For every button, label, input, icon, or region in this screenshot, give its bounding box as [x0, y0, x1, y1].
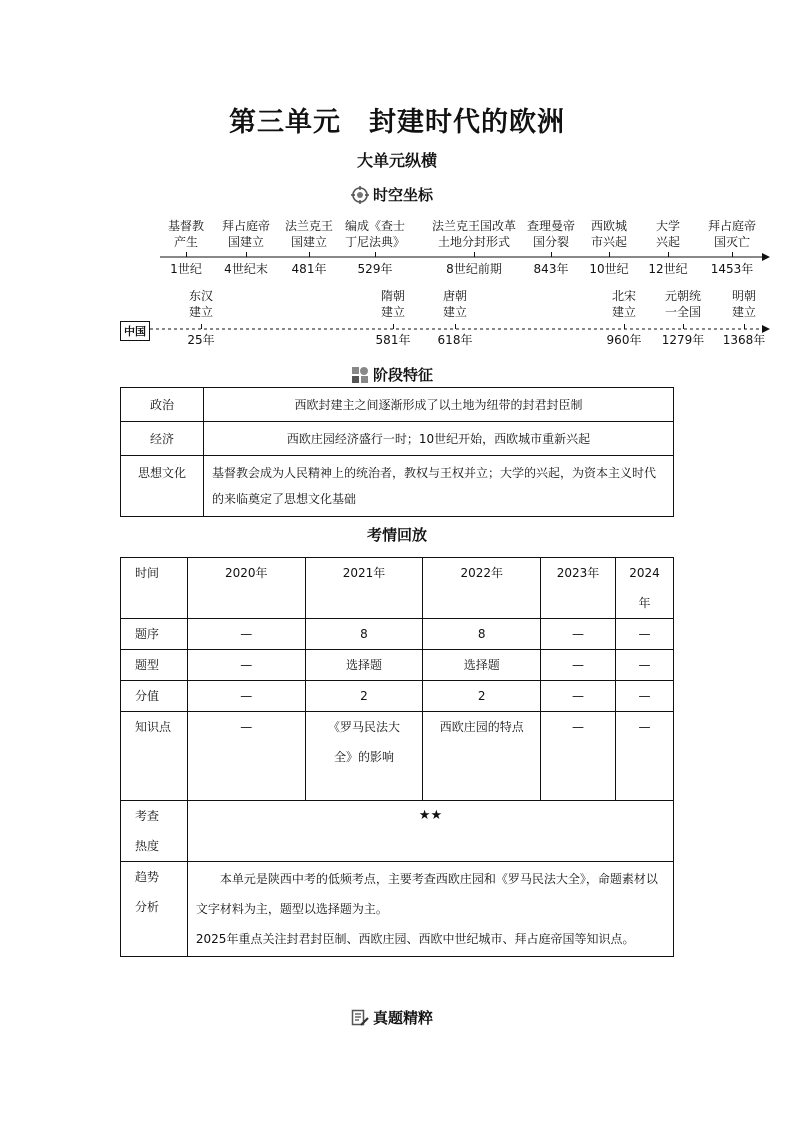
section-spacetime-heading [351, 184, 433, 205]
row-label: 分值 [121, 681, 188, 712]
section-features-title: 阶段特征 [373, 366, 434, 384]
event-line: 大学 [655, 219, 681, 233]
header-cell: 2023年 [541, 558, 616, 619]
world-event-date: 4世纪末 [224, 262, 268, 276]
world-event-label [285, 218, 333, 250]
world-event-label [527, 218, 575, 250]
timeline-tick [393, 324, 394, 329]
china-event-date: 581年 [375, 333, 411, 347]
world-event-label [708, 218, 756, 250]
table-cell: — [615, 619, 673, 650]
row-label: 趋势分析 [121, 862, 188, 957]
table-row [121, 801, 674, 862]
world-event-label [656, 218, 680, 250]
table-cell: 8 [305, 619, 423, 650]
event-line: 北宋 [611, 289, 637, 303]
table-cell: — [615, 681, 673, 712]
event-line: 隋朝 [380, 289, 406, 303]
event-line: 产生 [173, 235, 199, 249]
page-title: 第三单元 封建时代的欧洲 [229, 107, 565, 138]
row-label: 题序 [121, 619, 188, 650]
china-event-label [189, 288, 213, 320]
timeline-tick [668, 252, 669, 257]
event-line: 建立 [380, 305, 406, 319]
row-label: 题型 [121, 650, 188, 681]
table-row [121, 712, 674, 801]
event-line: 唐朝 [442, 289, 468, 303]
row-label: 知识点 [121, 712, 188, 801]
event-line: 国建立 [227, 235, 265, 249]
table-cell: — [187, 650, 305, 681]
event-line: 西欧城 [590, 219, 628, 233]
event-line: 拜占庭帝 [221, 219, 271, 233]
event-line: 查理曼帝 [526, 219, 576, 233]
timeline-tick [474, 252, 475, 257]
timeline-tick [375, 252, 376, 257]
event-line: 丁尼法典》 [344, 235, 406, 249]
document-edit-icon [351, 1009, 369, 1027]
china-event-label [443, 288, 467, 320]
features-value: 基督教会成为人民精神上的统治者，教权与王权并立；大学的兴起，为资本主义时代的来临奠定了思想文化基础 [204, 456, 674, 517]
features-value: 西欧庄园经济盛行一时；10世纪开始，西欧城市重新兴起 [204, 422, 674, 456]
table-cell: — [187, 619, 305, 650]
table-cell: 选择题 [305, 650, 423, 681]
exam-table [120, 557, 674, 957]
section-real-questions-heading [351, 1007, 433, 1028]
timeline-tick [609, 252, 610, 257]
timeline-tick [683, 324, 684, 329]
header-cell: 2024年 [615, 558, 673, 619]
table-cell: — [541, 619, 616, 650]
features-key: 经济 [121, 422, 204, 456]
event-line: 法兰克王国改革 [431, 219, 517, 233]
timeline-tick [455, 324, 456, 329]
crosshair-icon [351, 186, 369, 204]
table-cell: 2 [305, 681, 423, 712]
event-line: 元朝统 [664, 289, 702, 303]
event-line: 建立 [188, 305, 214, 319]
world-event-date: 843年 [533, 262, 569, 276]
world-event-label [591, 218, 627, 250]
heat-stars: ★★ [187, 801, 673, 862]
trend-paragraph: 本单元是陕西中考的低频考点，主要考查西欧庄园和《罗马民法大全》，命题素材以文字材料为主，题型以选择题为主。 [195, 872, 658, 916]
world-event-date: 529年 [357, 262, 393, 276]
section-features-heading [351, 364, 433, 385]
china-event-date: 1368年 [722, 333, 766, 347]
event-line: 市兴起 [590, 235, 628, 249]
world-event-date: 481年 [291, 262, 327, 276]
china-event-label [732, 288, 756, 320]
table-cell: 西欧庄园的特点 [423, 712, 541, 801]
header-cell: 时间 [121, 558, 188, 619]
world-event-label [345, 218, 405, 250]
table-row [121, 456, 674, 517]
table-cell: 选择题 [423, 650, 541, 681]
world-event-date: 10世纪 [589, 262, 629, 276]
event-line: 兴起 [655, 235, 681, 249]
china-event-label [381, 288, 405, 320]
world-event-date: 12世纪 [648, 262, 688, 276]
event-line: 建立 [611, 305, 637, 319]
event-line: 明朝 [731, 289, 757, 303]
china-event-date: 618年 [437, 333, 473, 347]
table-cell: — [187, 712, 305, 801]
event-line: 东汉 [188, 289, 214, 303]
event-line: 一全国 [664, 305, 702, 319]
table-cell: — [615, 712, 673, 801]
timeline-tick [201, 324, 202, 329]
table-cell: 8 [423, 619, 541, 650]
section-exam-review-title: 考情回放 [366, 526, 427, 544]
china-timeline-label: 中国 [120, 321, 150, 341]
table-row [121, 681, 674, 712]
event-line: 编成《查士 [344, 219, 406, 233]
table-row [121, 619, 674, 650]
table-header-row [121, 558, 674, 619]
page-subtitle: 大单元纵横 [356, 151, 437, 170]
event-line: 拜占庭帝 [707, 219, 757, 233]
event-line: 国分裂 [532, 235, 570, 249]
timeline-tick [309, 252, 310, 257]
event-line: 国灭亡 [713, 235, 751, 249]
section-spacetime-title: 时空坐标 [373, 186, 434, 204]
timeline-tick [246, 252, 247, 257]
features-key: 政治 [121, 388, 204, 422]
world-event-label [168, 218, 204, 250]
features-value: 西欧封建主之间逐渐形成了以土地为纽带的封君封臣制 [204, 388, 674, 422]
world-event-date: 1世纪 [170, 262, 202, 276]
table-cell: — [541, 650, 616, 681]
header-cell: 2021年 [305, 558, 423, 619]
event-line: 法兰克王 [284, 219, 334, 233]
blocks-icon [351, 366, 369, 384]
table-row [121, 650, 674, 681]
world-event-date: 8世纪前期 [446, 262, 502, 276]
table-cell: — [615, 650, 673, 681]
row-label: 考查热度 [121, 801, 188, 862]
table-cell: 2 [423, 681, 541, 712]
event-line: 基督教 [167, 219, 205, 233]
trend-paragraph: 2025年重点关注封君封臣制、西欧庄园、西欧中世纪城市、拜占庭帝国等知识点。 [195, 932, 635, 946]
features-key: 思想文化 [121, 456, 204, 517]
event-line: 土地分封形式 [437, 235, 511, 249]
world-event-date: 1453年 [710, 262, 754, 276]
china-event-date: 960年 [606, 333, 642, 347]
timeline-tick [744, 324, 745, 329]
table-row [121, 388, 674, 422]
table-cell: — [541, 681, 616, 712]
table-cell: — [187, 681, 305, 712]
header-cell: 2022年 [423, 558, 541, 619]
event-line: 建立 [731, 305, 757, 319]
timeline-tick [732, 252, 733, 257]
event-line: 建立 [442, 305, 468, 319]
trend-cell [187, 862, 673, 957]
table-cell: 《罗马民法大全》的影响 [305, 712, 423, 801]
features-table [120, 387, 674, 517]
timeline-tick [186, 252, 187, 257]
china-event-date: 1279年 [661, 333, 705, 347]
china-event-label [665, 288, 701, 320]
world-event-label [432, 218, 516, 250]
timeline-tick [551, 252, 552, 257]
section-real-questions-title: 真题精粹 [373, 1009, 434, 1027]
table-cell: — [541, 712, 616, 801]
header-cell: 2020年 [187, 558, 305, 619]
world-event-label [222, 218, 270, 250]
table-row [121, 422, 674, 456]
event-line: 国建立 [290, 235, 328, 249]
china-event-label [612, 288, 636, 320]
timeline-tick [624, 324, 625, 329]
china-event-date: 25年 [187, 333, 215, 347]
table-row [121, 862, 674, 957]
